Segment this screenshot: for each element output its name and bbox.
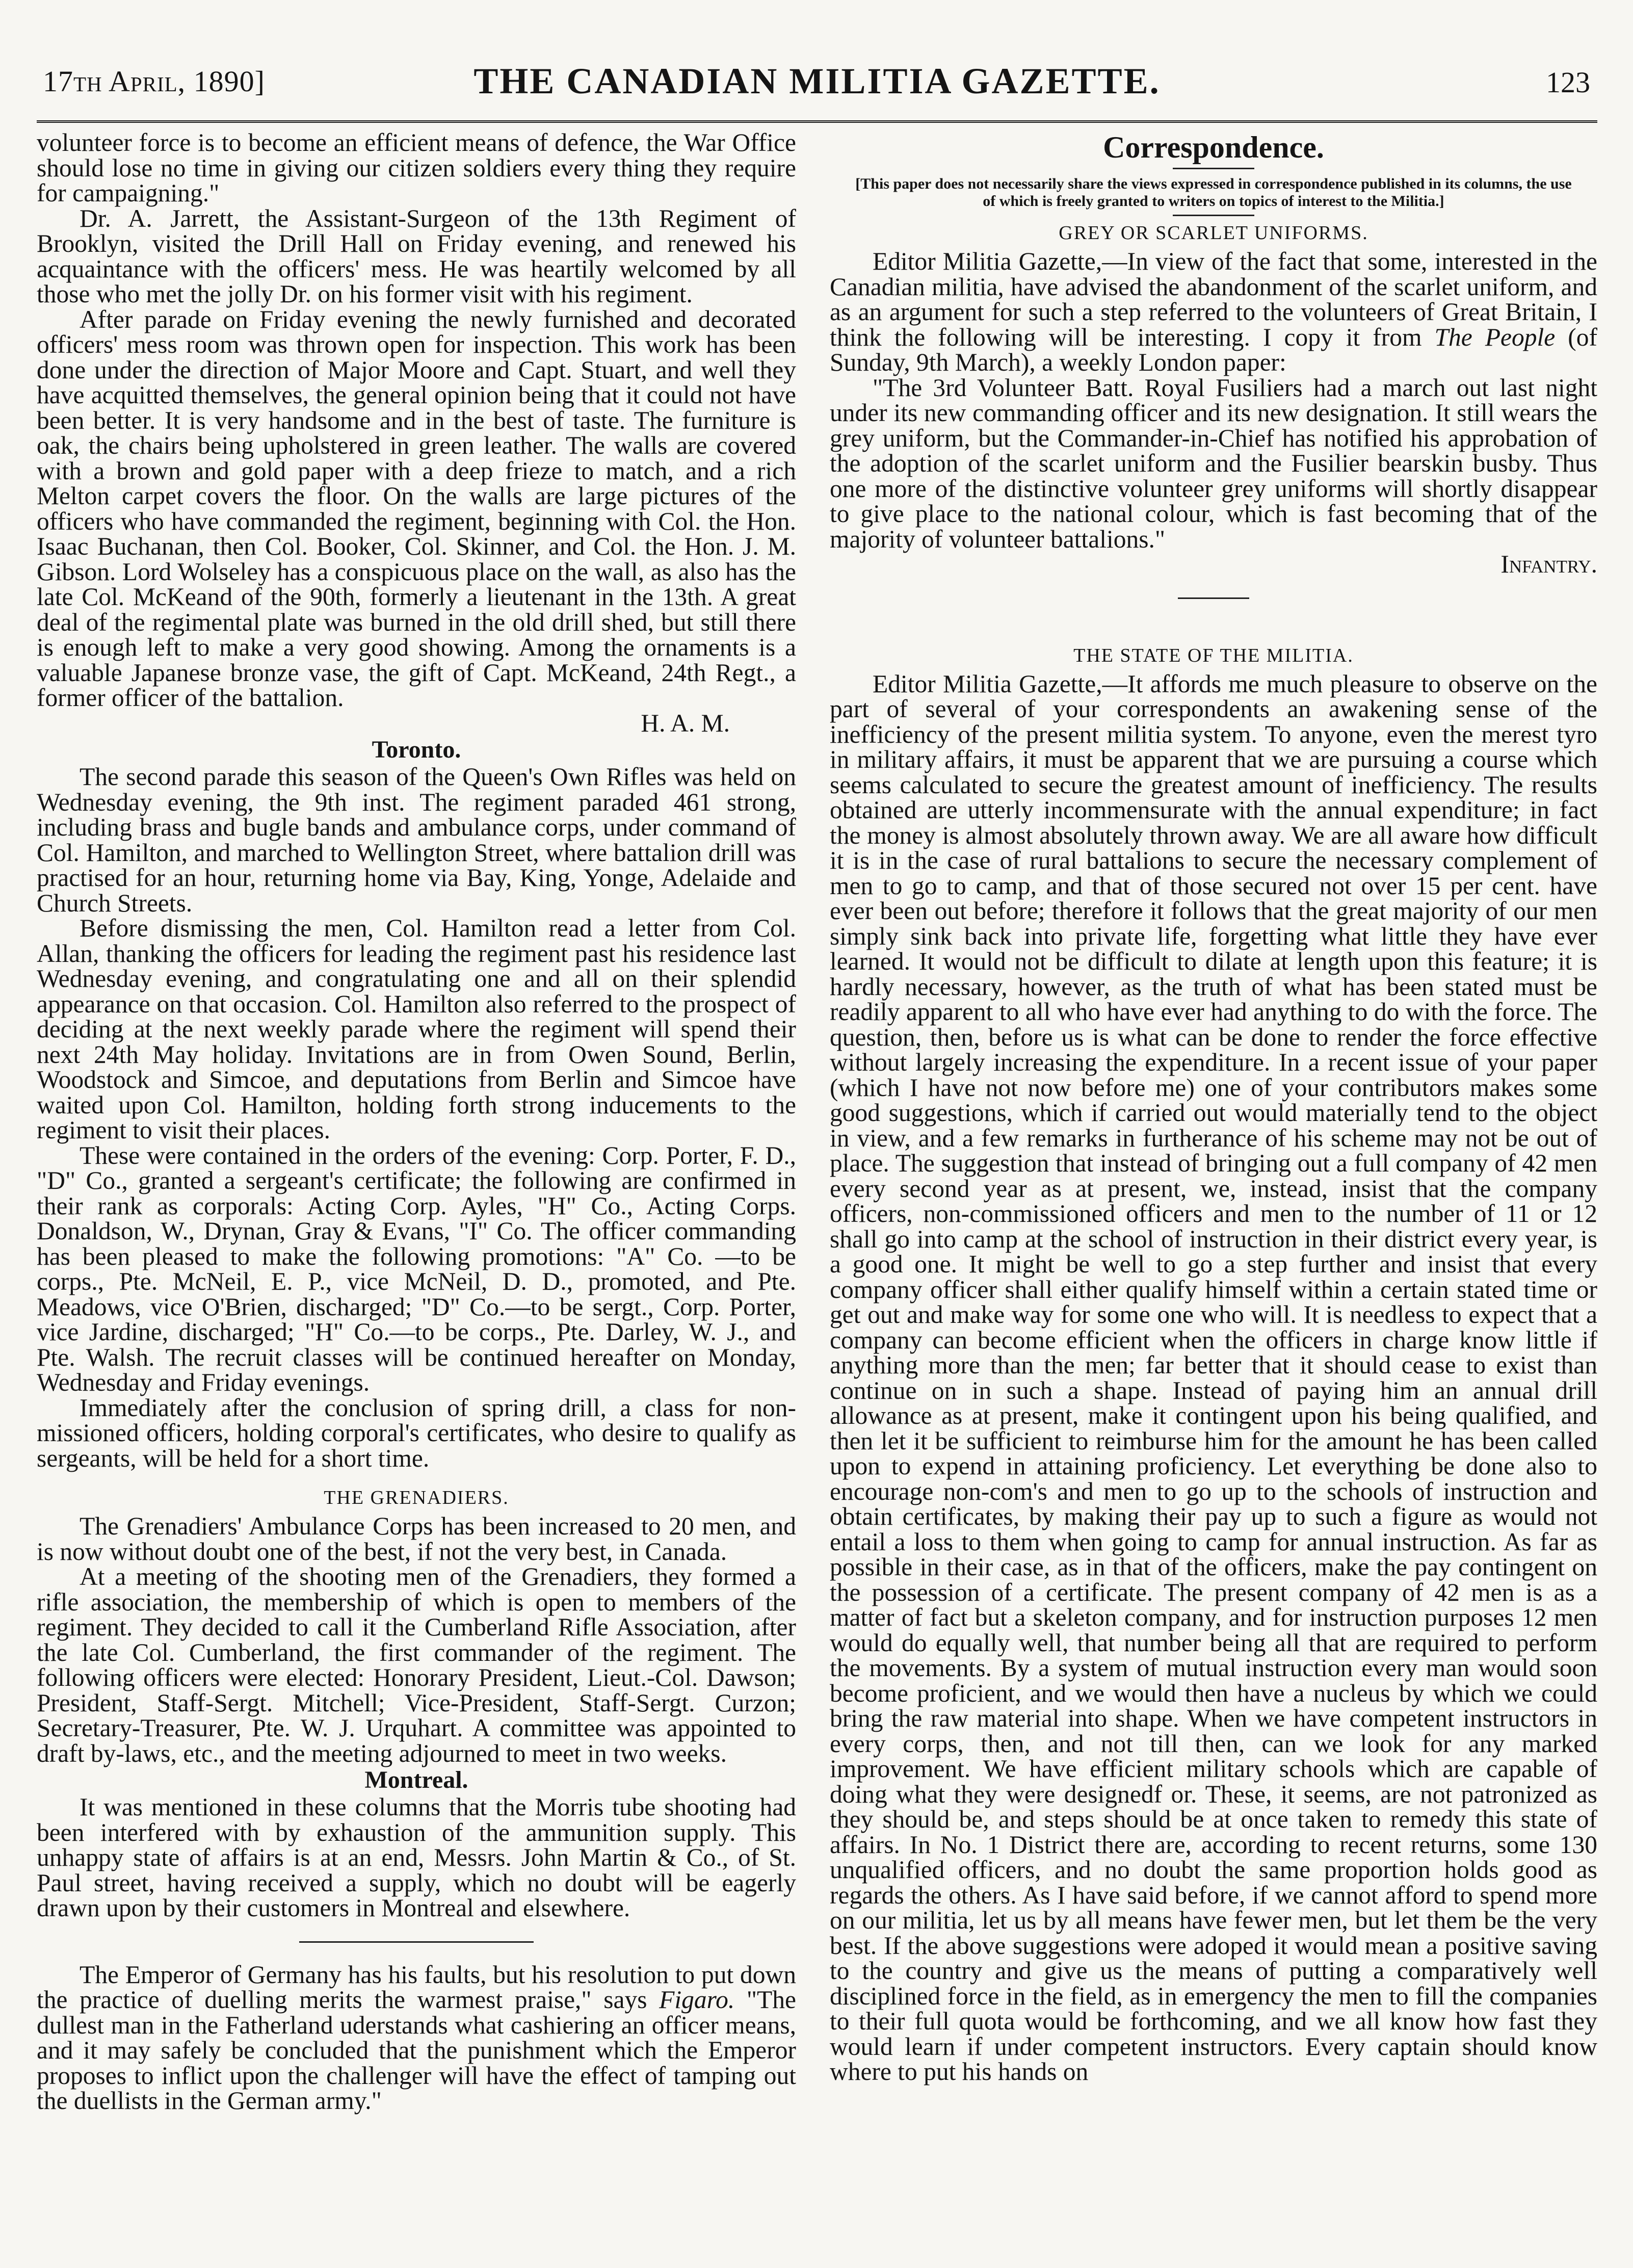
masthead-rule xyxy=(37,120,1597,123)
issue-date: 17th April, 1890] xyxy=(43,65,265,98)
publication-name: The People xyxy=(1434,323,1556,351)
article-paragraph: At a meeting of the shooting men of the Grenadiers, they formed a rifle association, the membership of which is open to members of the regiment. They decided to call it the Cumberland Rifle Association, after the late Col. Cumberland, the first commander of the regiment. The following officers were elected: Honorary President, Lieut.-Col. Dawson; President, Staff-Sergt. Mitchell; Vice-President, Staff-Sergt. Curzon; Secretary-Treasurer, Pte. W. J. Urquhart. A committee was appointed to draft by-laws, etc., and the meeting adjourned to meet in two weeks. xyxy=(37,1562,796,1767)
section-heading-grenadiers: THE GRENADIERS. xyxy=(324,1487,509,1508)
article-paragraph: After parade on Friday evening the newly furnished and decorated officers' mess room was thrown open for inspection. This work has been done under the direction of Major Moore and Capt. Stuart, and well they have acquitted themselves, the general opinion being that it could not have been better. It is very handsome and in the best of taste. The furniture is oak, the chairs being upholstered in green leather. The walls are covered with a brown and gold paper with a deep frieze to match, and a rich Melton carpet covers the floor. On the walls are large pictures of the officers who have commanded the regiment, beginning with Col. the Hon. Isaac Buchanan, then Col. Booker, Col. Skinner, and Col. the Hon. J. M. Gibson. Lord Wolseley has a conspicuous place on the wall, as also has the late Col. McKeand of the 90th, formerly a lieutenant in the 13th. A great deal of the regimental plate was burned in the old drill shed, but still there is enough left to make a very good showing. Among the ornaments is a valuable Japanese bronze vase, the gift of Capt. McKeand, 24th Regt., a former officer of the battalion. xyxy=(37,305,796,712)
article-paragraph: It was mentioned in these columns that the Morris tube shooting had been interfered with by exhaustion of the ammunition supply. This unhappy state of affairs is at an end, Messrs. John Martin & Co., of St. Paul street, having received a supply, which no doubt will be eagerly drawn upon by their customers in Montreal and elsewhere. xyxy=(37,1793,796,1922)
article-paragraph: Immediately after the conclusion of spring drill, a class for non-missioned officers, holding corporal's certificates, who desire to qualify as sergeants, will be held for a short time. xyxy=(37,1393,796,1472)
article-paragraph: The Grenadiers' Ambulance Corps has been increased to 20 men, and is now without doubt one of the best, if not the very best, in Canada. xyxy=(37,1512,796,1566)
article-paragraph: The second parade this season of the Queen's Own Rifles was held on Wednesday evening, the 9th inst. The regiment paraded 461 strong, including brass and bugle bands and ambulance corps, under command of Col. Hamilton, and marched to Wellington Street, where battalion drill was practised for an hour, returning home via Bay, King, Yonge, Adelaide and Church Streets. xyxy=(37,763,796,917)
left-column xyxy=(37,130,796,2114)
newspaper-page xyxy=(37,31,1597,2253)
editorial-disclaimer: [This paper does not necessarily share the views expressed in correspondence published in its columns, the use of which is freely granted to writers on topics of interest to the Militia.] xyxy=(855,175,1572,210)
masthead xyxy=(37,60,1597,126)
section-heading-grey-or-scarlet: GREY OR SCARLET UNIFORMS. xyxy=(1059,222,1368,244)
section-heading-montreal: Montreal. xyxy=(364,1766,468,1793)
letter-quote: "The 3rd Volunteer Batt. Royal Fusiliers had a march out last night under its new commanding officer and its new designation. It still wears the grey uniform, but the Commander-in-Chief has notified his approbation of the adoption of the scarlet uniform and the Fusilier bearskin busby. Thus one more of the distinctive volunteer grey uniforms will shortly disappear to give place to the national colour, which is fast becoming that of the majority of volunteer battalions." xyxy=(830,373,1597,553)
letter-signature: Infantry. xyxy=(1500,550,1597,579)
correspondence-title: Correspondence. xyxy=(1103,131,1324,164)
section-heading-toronto: Toronto. xyxy=(372,736,461,763)
article-paragraph: These were contained in the orders of the evening: Corp. Porter, F. D., "D" Co., granted a sergeant's certificate; the following are confirmed in their rank as corporals: Acting Corp. Ayles, "H" Co., Acting Corps. Donaldson, W., Drynan, Gray & Evans, "I" Co. The officer commanding has been pleased to make the following promotions: "A" Co. —to be corps., Pte. McNeil, E. P., vice McNeil, D. D., promoted, and Pte. Meadows, vice O'Brien, discharged; "D" Co.—to be sergt., Corp. Porter, vice Jardine, discharged; "H" Co.—to be corps., Pte. Darley, W. J., and Pte. Walsh. The recruit classes will be continued hereafter on Monday, Wednesday and Friday evenings. xyxy=(37,1141,796,1396)
text-run: (of Sunday, 9th March), a weekly London paper: xyxy=(830,323,1598,377)
article-divider xyxy=(299,1941,534,1943)
page-number: 123 xyxy=(1546,66,1590,99)
article-paragraph: Dr. A. Jarrett, the Assistant-Surgeon of the 13th Regiment of Brooklyn, visited the Drill Hall on Friday evening, and renewed his acquaintance with the officers' mess. He was heartily welcomed by all those who met the jolly Dr. on his former visit with his regiment. xyxy=(37,204,796,308)
text-run: Editor Militia Gazette,—In view of the fact that some, interested in the Canadian militia, have advised the abandonment of the scarlet uniform, and as an argument for such a step referred to the volunteers of Great Britain, I think the following will be interesting. I copy it from xyxy=(830,247,1597,351)
section-heading-state-of-militia: THE STATE OF THE MILITIA. xyxy=(1073,644,1354,666)
publication-name: Figaro. xyxy=(659,1986,735,2014)
publication-title: THE CANADIAN MILITIA GAZETTE. xyxy=(473,61,1161,101)
letter-divider xyxy=(1178,597,1249,599)
disclaimer-rule xyxy=(1173,215,1254,216)
article-paragraph-emperor xyxy=(37,1962,796,2114)
signature: H. A. M. xyxy=(641,709,730,737)
letter-paragraph: Editor Militia Gazette,—It affords me much pleasure to observe on the part of several of your correspondents an awakening sense of the inefficiency of the present militia system. To anyone, even the merest tyro in military affairs, it must be apparent that we are pursuing a course which seems calculated to secure the greatest amount of inefficiency. The results obtained are utterly incommensurate with the annual expenditure; in fact the money is almost absolutely thrown away. We are all aware how difficult it is in the case of rural battalions to secure the necessary complement of men to go to camp, and that of those secured not over 15 per cent. have ever been out before; therefore it follows that the great majority of our men simply sink back into private life, forgetting what little they have ever learned. It would not be difficult to dilate at length upon this feature; it is hardly necessary, however, as the truth of what has been stated must be readily apparent to all who have ever had anything to do with the force. The question, then, before us is what can be done to render the force effective without largely increasing the expenditure. In a recent issue of your paper (which I have not now before me) one of your contributors makes some good suggestions, which if carried out would materially tend to the object in view, and a few remarks in furtherance of his scheme may not be out of place. The suggestion that instead of bringing out a full company of 42 men every second year as at present, we, instead, insist that the company officers, non-commissioned officers and men to the number of 11 or 12 shall go into camp at the school of instruction in their district every year, is a good one. It might be well to go a step further and insist that every company officer shall either qualify himself within a certain stated time or get out and make way for some one who will. It is needless to expect that a company can become efficient when the officers in charge know little if anything more than the men; far better that it should cease to exist than continue on in such a shape. Instead of paying him an annual drill allowance as at present, make it contingent upon his being qualified, and then let it be sufficient to reimburse him for the amount he has been called upon to expend in attaining proficiency. Let everything be done also to encourage non-com's and men to go up to the schools of instruction and obtain certificates, by making their pay up to such a figure as would not entail a loss to them when going to camp for annual instruction. As far as possible in their case, as in that of the officers, make the pay contingent on the possession of a certificate. The present company of 42 men is as a matter of fact but a skeleton company, and for instruction purposes 12 men would do equally well, that number being all that are required to perform the movements. By a system of mutual instruction every man would soon become proficient, and we would then have a nucleus by which we could bring the raw material into shape. When we have competent instructors in every corps, then, and not till then, can we look for any marked improvement. We have efficient military schools which are capable of doing what they were designedf or. These, it seems, are not patronized as they should be, and steps should be at once taken to remedy this state of affairs. In No. 1 District there are, according to recent returns, some 130 unqualified officers, and no doubt the same proportion holds good as regards the others. As I have said before, if we cannot afford to spend more on our militia, let us by all means have fewer men, but let them be the very best. If the above suggestions were adoped it would mean a positive saving to the country and give us the means of putting a comparatively well disciplined force in the field, as in emergency the men to fill the companies to their full quota would be forthcoming, and we all know how fast they would learn if under competent instructors. Every captain should know where to put his hands on xyxy=(830,669,1597,2086)
article-paragraph: volunteer force is to become an efficient means of defence, the War Office should lose no time in giving our citizen soldiers every thing they require for campaigning." xyxy=(37,128,796,207)
text-run: "The dullest man in the Fatherland uderstands what cashiering an officer means, and it may safely be concluded that the punishment which the Emperor proposes to inflict upon the challenger will have the effect of tamping out the duellists in the German army." xyxy=(37,1986,796,2115)
article-paragraph: Before dismissing the men, Col. Hamilton read a letter from Col. Allan, thanking the officers for leading the regiment past his residence last Wednesday evening, and congratulating one and all on their splendid appearance on that occasion. Col. Hamilton also referred to the prospect of deciding at the next weekly parade where the regiment will spend their next 24th May holiday. Invitations are in from Owen Sound, Berlin, Woodstock and Simcoe, and deputations from Berlin and Simcoe have waited upon Col. Hamilton, holding forth strong inducements to the regiment to visit their places. xyxy=(37,914,796,1144)
text-run: The Emperor of Germany has his faults, but his resolution to put down the practice of duelling merits the warmest praise," says xyxy=(37,1960,796,2014)
right-column xyxy=(830,130,1597,2084)
title-rule xyxy=(1173,168,1254,169)
letter-paragraph xyxy=(830,249,1597,375)
